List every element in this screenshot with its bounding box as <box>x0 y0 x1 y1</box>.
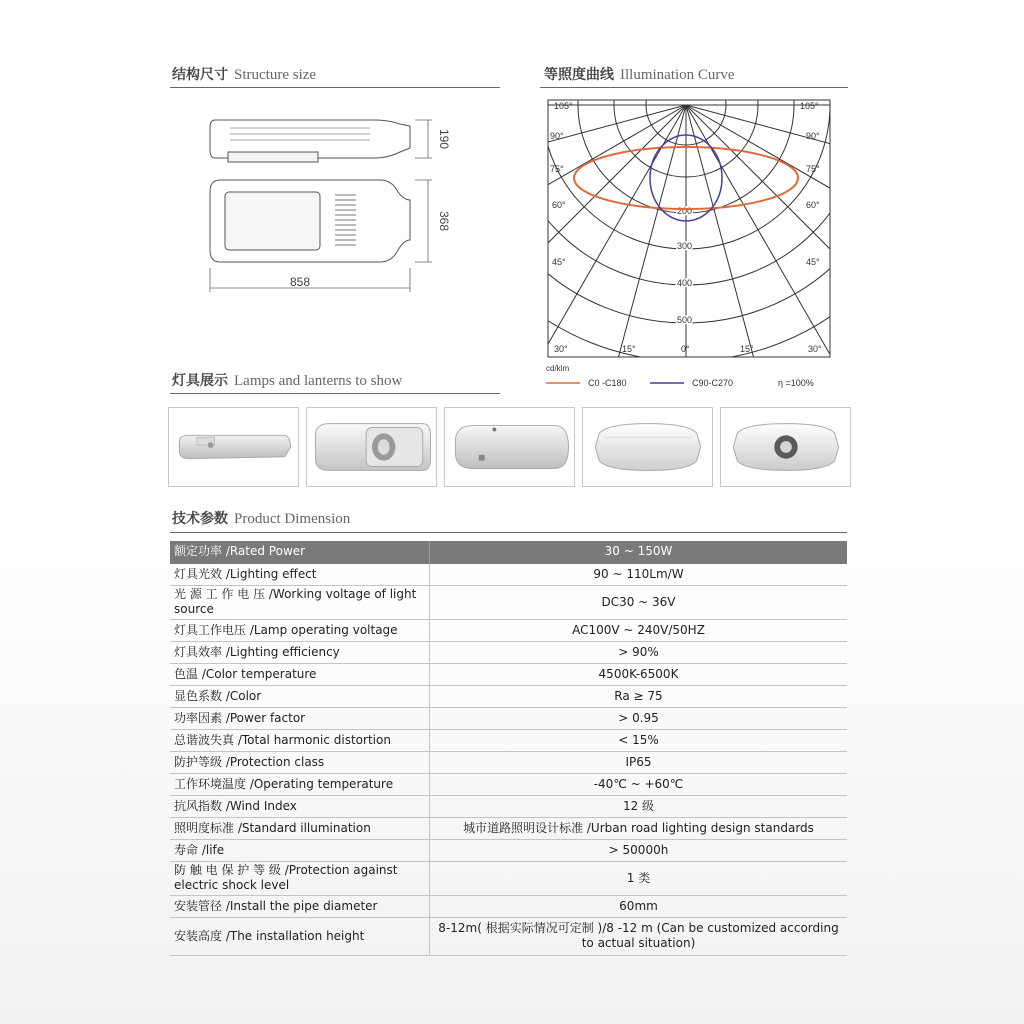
spec-key: 照明度标准 /Standard illumination <box>170 817 430 839</box>
lamps-title-zh: 灯具展示 <box>172 373 228 389</box>
spec-key: 灯具光效 /Lighting effect <box>170 563 430 585</box>
spec-row <box>170 585 847 619</box>
spec-value: IP65 <box>430 751 848 773</box>
spec-key: 工作环境温度 /Operating temperature <box>170 773 430 795</box>
ring-label-500: 500 <box>677 315 693 325</box>
spec-row <box>170 917 847 955</box>
lamps-title-en: Lamps and lanterns to show <box>234 373 403 389</box>
spec-row <box>170 707 847 729</box>
angle-label-90-left: 90° <box>550 131 564 141</box>
angle-label-15-right: 15° <box>740 344 754 354</box>
spec-key: 抗风指数 /Wind Index <box>170 795 430 817</box>
top-view-vents <box>335 195 356 245</box>
structure-title-rule <box>170 87 500 88</box>
structure-title-zh: 结构尺寸 <box>172 67 228 83</box>
lamp-photo-bottom <box>306 407 437 487</box>
angle-label-30-right: 30° <box>808 344 822 354</box>
lamp-photo-top <box>444 407 575 487</box>
spec-value: > 90% <box>430 641 848 663</box>
spec-key: 光 源 工 作 电 压 /Working voltage of light source <box>170 585 430 619</box>
lamp-photo-rear <box>582 407 713 487</box>
angle-label-75-right: 75° <box>806 164 820 174</box>
angle-label-15-left: 15° <box>622 344 636 354</box>
curve-section-title <box>544 64 735 84</box>
spec-row <box>170 751 847 773</box>
spec-key: 额定功率 /Rated Power <box>170 541 430 563</box>
illumination-curve-chart <box>540 95 840 390</box>
spec-value: 1 类 <box>430 861 848 895</box>
spec-row <box>170 839 847 861</box>
legend-c0-label: C0 -C180 <box>588 378 627 388</box>
spec-value: -40℃ ~ +60℃ <box>430 773 848 795</box>
spec-row <box>170 795 847 817</box>
curve-unit: cd/klm <box>546 364 570 373</box>
spec-key: 防 触 电 保 护 等 级 /Protection against electric shock level <box>170 861 430 895</box>
spec-value: > 50000h <box>430 839 848 861</box>
ring-label-300: 300 <box>677 241 693 251</box>
angle-label-60-right: 60° <box>806 200 820 210</box>
legend-c90-label: C90-C270 <box>692 378 734 388</box>
curve-title-zh: 等照度曲线 <box>544 67 614 83</box>
side-view-lens <box>228 152 318 162</box>
spec-key: 安装高度 /The installation height <box>170 917 430 955</box>
angle-label-0: 0° <box>681 344 690 354</box>
spec-value: AC100V ~ 240V/50HZ <box>430 619 848 641</box>
ring-label-400: 400 <box>677 278 693 288</box>
angle-label-105-left: 105° <box>554 101 573 111</box>
spec-value: < 15% <box>430 729 848 751</box>
spec-value: 12 级 <box>430 795 848 817</box>
spec-row <box>170 619 847 641</box>
spec-key: 色温 /Color temperature <box>170 663 430 685</box>
dim-width-label: 368 <box>437 210 451 232</box>
angle-label-30-left: 30° <box>554 344 568 354</box>
spec-value: Ra ≥ 75 <box>430 685 848 707</box>
curve-efficiency: η =100% <box>778 378 814 388</box>
structure-title-en: Structure size <box>234 67 317 83</box>
spec-value: 城市道路照明设计标准 /Urban road lighting design standards <box>430 817 848 839</box>
spec-value: 8-12m( 根据实际情况可定制 )/8 -12 m (Can be customized according to actual situation) <box>430 917 848 955</box>
spec-row <box>170 729 847 751</box>
dim-length-label: 858 <box>289 275 311 289</box>
ring-label-200: 200 <box>677 206 693 216</box>
spec-title-zh: 技术参数 <box>172 511 228 527</box>
spec-value: 60mm <box>430 895 848 917</box>
spec-key: 寿命 /life <box>170 839 430 861</box>
top-view-lens <box>225 192 320 250</box>
spec-value: 30 ~ 150W <box>430 541 848 563</box>
spec-title-en: Product Dimension <box>234 511 351 527</box>
curve-title-rule <box>540 87 848 88</box>
angle-label-45-left: 45° <box>552 257 566 267</box>
spec-key: 功率因素 /Power factor <box>170 707 430 729</box>
spec-value: > 0.95 <box>430 707 848 729</box>
angle-label-105-right: 105° <box>800 101 819 111</box>
spec-value: DC30 ~ 36V <box>430 585 848 619</box>
lamp-photo-side <box>168 407 299 487</box>
spec-value: 90 ~ 110Lm/W <box>430 563 848 585</box>
angle-label-60-left: 60° <box>552 200 566 210</box>
spec-table <box>170 541 847 956</box>
structure-drawing <box>170 100 470 300</box>
spec-key: 安装管径 /Install the pipe diameter <box>170 895 430 917</box>
spec-title-rule <box>170 532 847 533</box>
spec-row <box>170 641 847 663</box>
dim-height-label: 190 <box>437 128 451 150</box>
angle-label-75-left: 75° <box>550 164 564 174</box>
lamps-title-rule <box>170 393 500 394</box>
structure-section-title <box>172 64 316 84</box>
spec-row <box>170 817 847 839</box>
lamps-section-title <box>172 370 402 390</box>
spec-row <box>170 773 847 795</box>
spec-row <box>170 663 847 685</box>
spec-row <box>170 895 847 917</box>
spec-row <box>170 861 847 895</box>
angle-label-45-right: 45° <box>806 257 820 267</box>
spec-section-title <box>172 508 350 528</box>
spec-key: 灯具效率 /Lighting efficiency <box>170 641 430 663</box>
spec-row <box>170 685 847 707</box>
spec-key: 防护等级 /Protection class <box>170 751 430 773</box>
spec-key: 显色系数 /Color <box>170 685 430 707</box>
angle-label-90-right: 90° <box>806 131 820 141</box>
spec-key: 灯具工作电压 /Lamp operating voltage <box>170 619 430 641</box>
spec-value: 4500K-6500K <box>430 663 848 685</box>
lamp-photo-front <box>720 407 851 487</box>
spec-row <box>170 541 847 563</box>
spec-key: 总谐波失真 /Total harmonic distortion <box>170 729 430 751</box>
spec-row <box>170 563 847 585</box>
curve-title-en: Illumination Curve <box>620 67 735 83</box>
